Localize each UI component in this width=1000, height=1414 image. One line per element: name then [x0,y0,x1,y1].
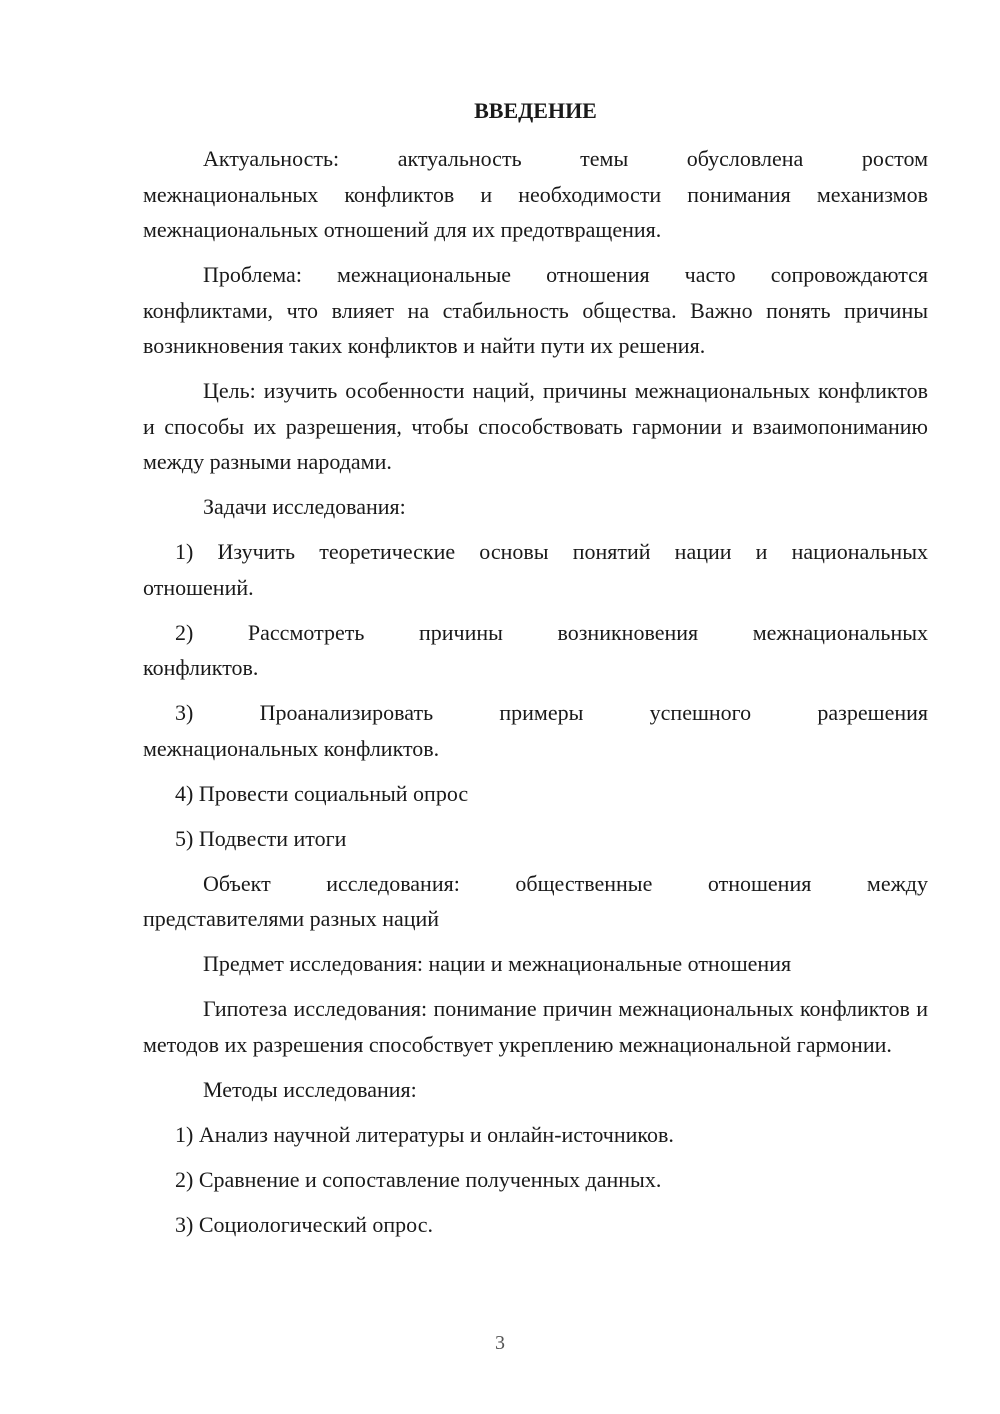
object-paragraph [143,866,928,937]
object-first-line: Объект исследования: общественные отношения между [203,870,928,896]
goal-paragraph: Цель: изучить особенности наций, причины межнациональных конфликтов и способы их разрешения, чтобы способствовать гармонии и взаимопониманию между разными народами. [143,378,928,474]
task-3-rest: межнациональных конфликтов. [143,735,440,761]
method-item-1: 1) Анализ научной литературы и онлайн-источников. [175,1121,674,1147]
problem-paragraph: Проблема: межнациональные отношения часто сопровождаются конфликтами, что влияет на стабильность общества. Важно понять причины возникновения таких конфликтов и найти пути их решения. [143,262,928,358]
page-number: 3 [495,1332,505,1354]
relevance-first-line: Актуальность: актуальность темы обусловлена ростом [203,146,928,171]
task-1-rest: отношений. [143,574,254,600]
document-body [143,94,928,1252]
task-2-rest: конфликтов. [143,655,259,680]
section-title: ВВЕДЕНИЕ [474,98,597,123]
tasks-label: Задачи исследования: [203,494,406,519]
methods-label: Методы исследования: [203,1076,417,1102]
task-item-2 [143,615,928,686]
task-item-4: 4) Провести социальный опрос [175,780,469,806]
task-item-1 [143,534,928,605]
relevance-paragraph [143,141,928,248]
task-2-first-line: 2) Рассмотреть причины возникновения межнациональных [175,619,928,645]
subject-paragraph: Предмет исследования: нации и межнациональные отношения [203,951,792,976]
task-1-first-line: 1) Изучить теоретические основы понятий нации и национальных [175,539,928,564]
task-item-5: 5) Подвести итоги [175,825,347,851]
task-item-3 [143,695,928,766]
hypothesis-paragraph: Гипотеза исследования: понимание причин межнациональных конфликтов и методов их разрешения способствует укреплению межнациональной гармонии. [143,996,928,1057]
relevance-rest: межнациональных конфликтов и необходимости понимания механизмов межнациональных отношений для их предотвращения. [143,181,928,242]
method-item-2: 2) Сравнение и сопоставление полученных данных. [175,1166,662,1192]
task-3-first-line: 3) Проанализировать примеры успешного разрешения [175,700,928,725]
method-item-3: 3) Социологический опрос. [175,1211,433,1237]
object-rest: представителями разных наций [143,906,440,931]
